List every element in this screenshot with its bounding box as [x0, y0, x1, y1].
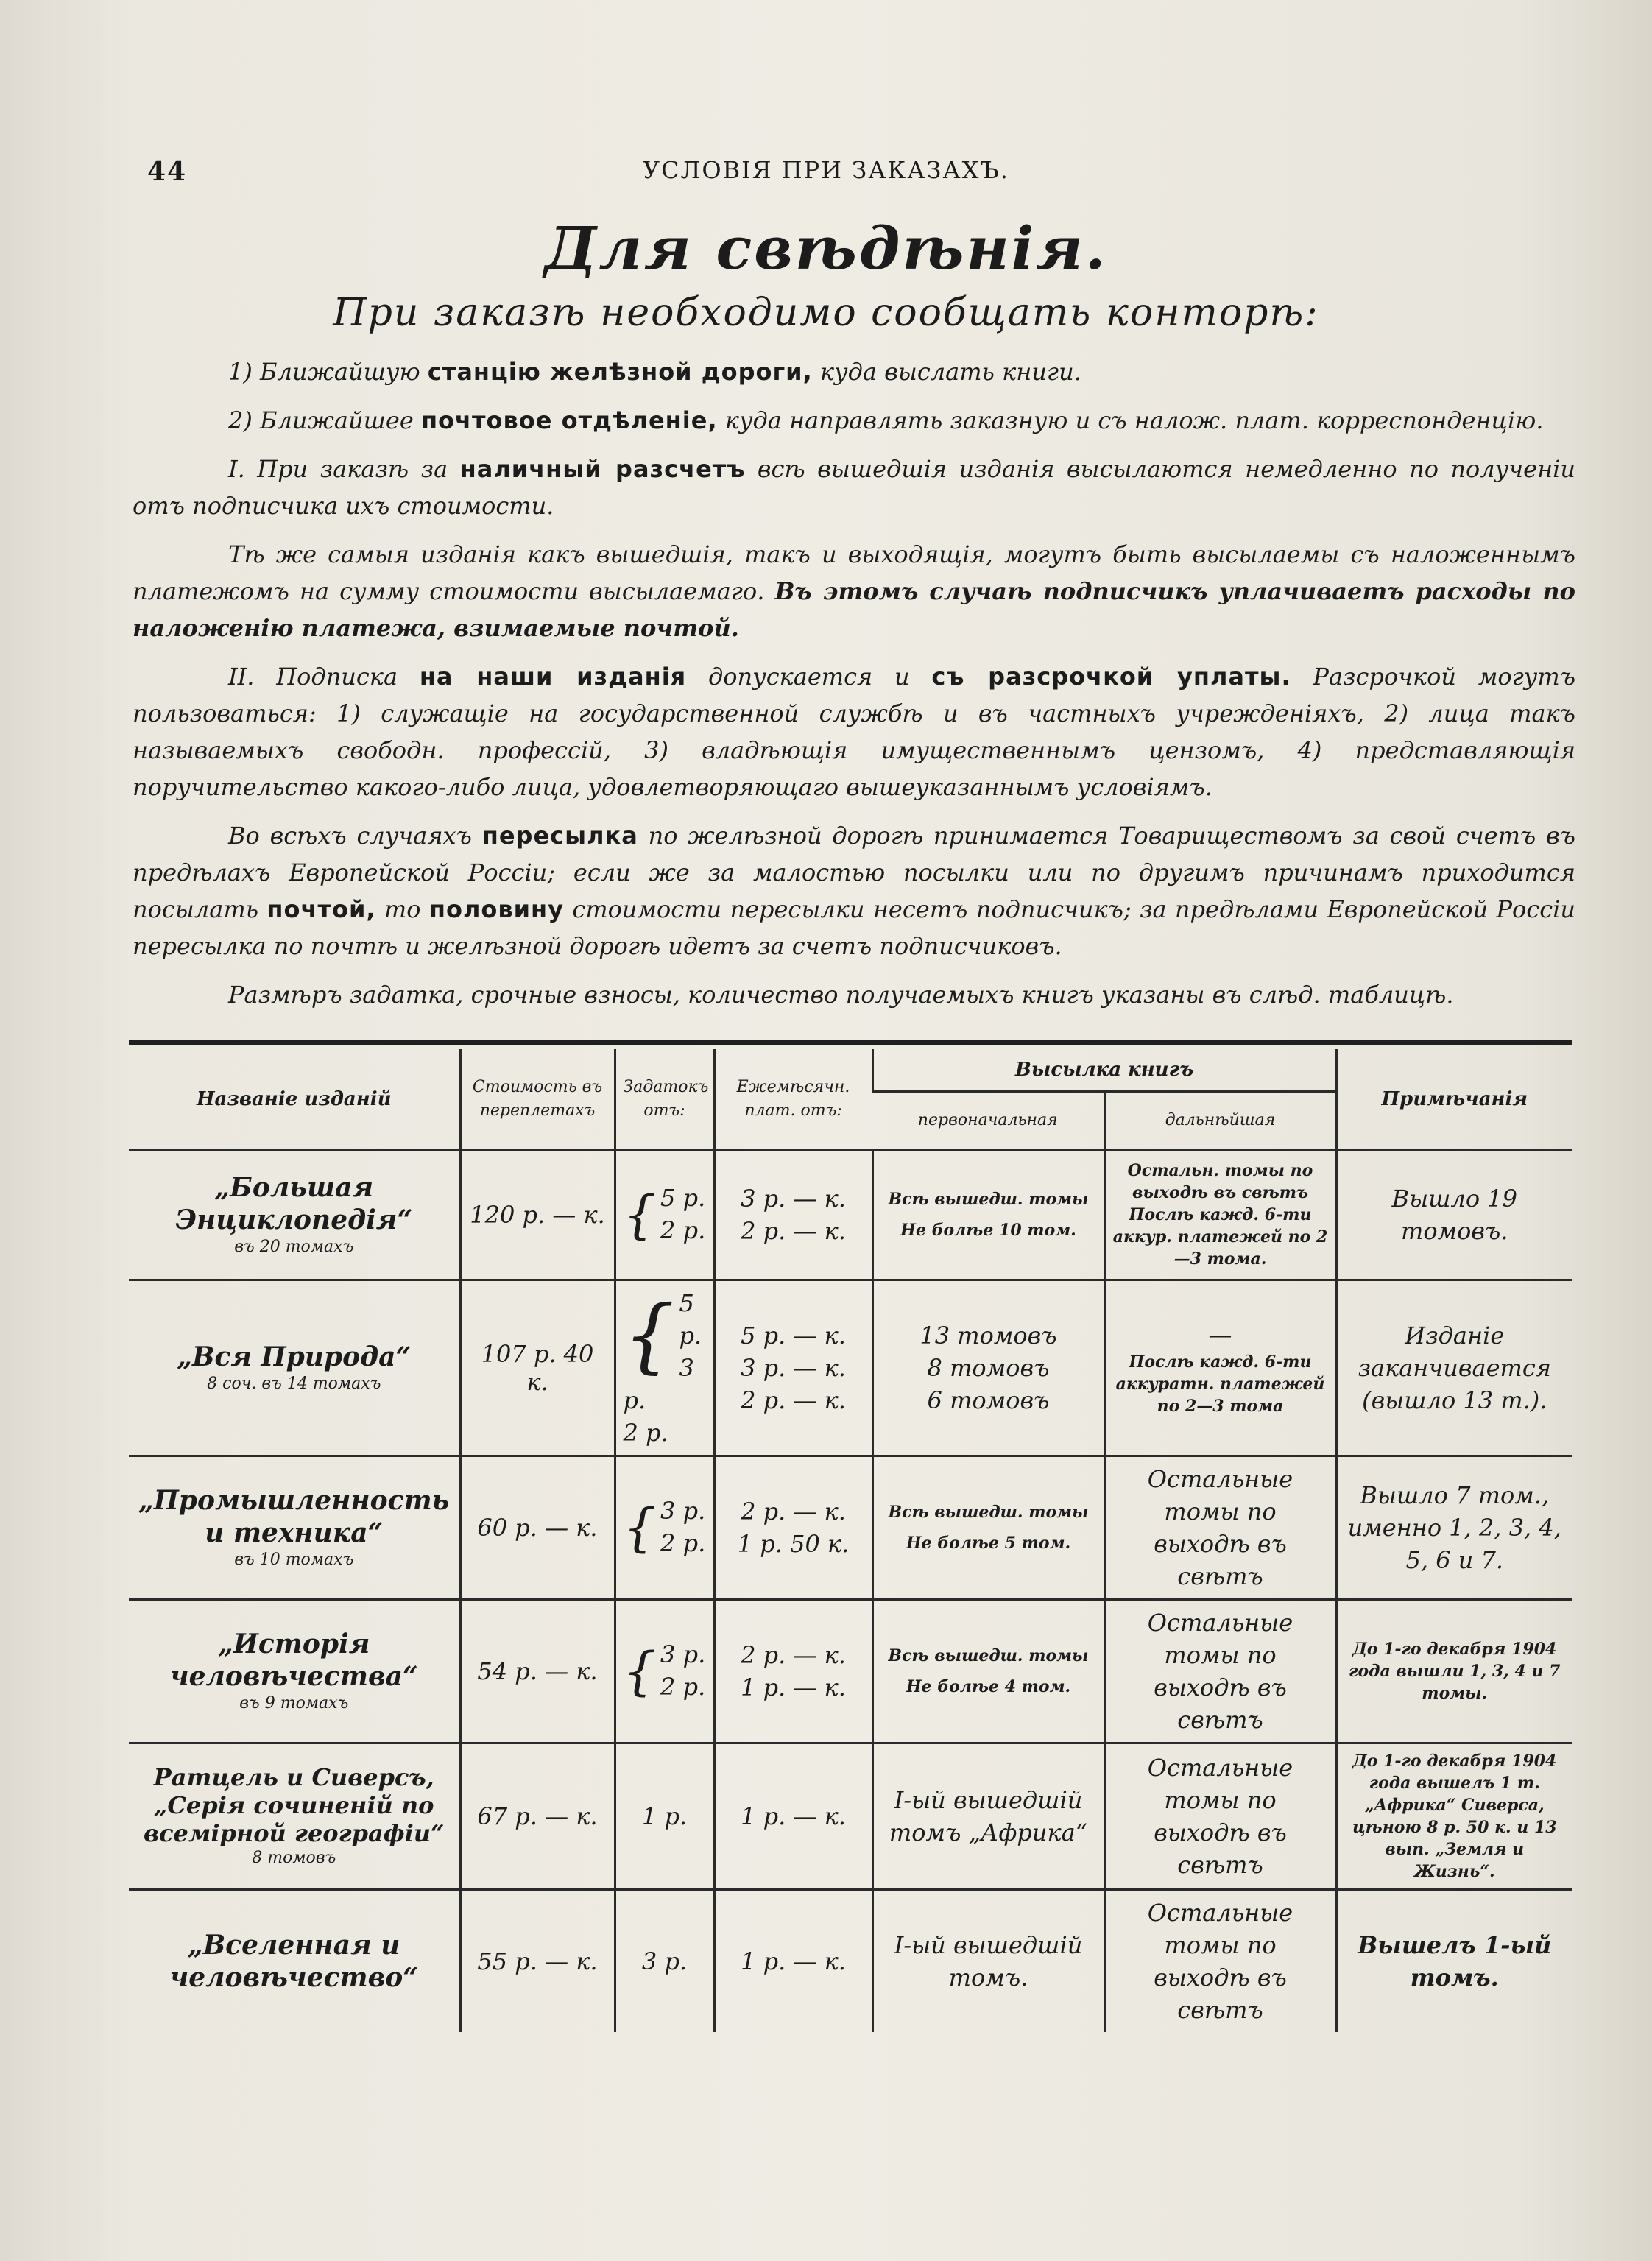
monthly-value: 5 р. — к.: [741, 1322, 846, 1350]
initial-value: 6 томовъ: [927, 1386, 1050, 1414]
deposit-value: 2 р.: [623, 1419, 668, 1447]
deposit-cell: [615, 1150, 714, 1280]
further-value: Остальн. томы по выходѣ въ свѣтъ: [1127, 1161, 1313, 1202]
cost-cell: 55 р. — к.: [460, 1890, 615, 2033]
monthly-cell: [714, 1456, 872, 1600]
header-initial: первоначальная: [872, 1092, 1104, 1150]
initial-cell: [872, 1150, 1104, 1280]
bold-span: станцію желѣзной дороги,: [427, 358, 813, 386]
notes-cell: Вышло 19 томовъ.: [1336, 1150, 1572, 1280]
edition-subnote: 8 соч. въ 14 томахъ: [207, 1375, 381, 1393]
text-span: II. Подписка: [228, 663, 420, 691]
text-span: Размѣръ задатка, срочные взносы, количество получаемыхъ книгъ указаны въ слѣд. таблицѣ.: [228, 981, 1454, 1009]
notes-cell: До 1-го декабря 1904 года вышли 1, 3, 4 и 7 томы.: [1336, 1600, 1572, 1743]
monthly-cell: 1 р. — к.: [714, 1743, 872, 1890]
brace-glyph: {: [623, 1498, 657, 1558]
edition-subnote: въ 9 томахъ: [239, 1694, 349, 1712]
header-shipping: Высылка книгъ: [872, 1049, 1336, 1092]
paragraph-4: [133, 536, 1575, 646]
deposit-cell: 1 р.: [615, 1743, 714, 1890]
brace-glyph: {: [623, 1288, 675, 1382]
further-cell: [1104, 1150, 1336, 1280]
deposit-value: 3 р.: [623, 1354, 694, 1414]
initial-cell: [872, 1280, 1104, 1456]
text-span: I. При заказѣ за: [228, 455, 460, 483]
deposit-cell: 3 р.: [615, 1890, 714, 2033]
deposit-value: 3 р.: [660, 1640, 706, 1668]
cost-cell: 67 р. — к.: [460, 1743, 615, 1890]
monthly-value: 1 р. — к.: [741, 1673, 846, 1701]
header-monthly: Ежемѣсячн. плат. отъ:: [714, 1049, 872, 1150]
notes-cell: Вышло 7 том., именно 1, 2, 3, 4, 5, 6 и 7.: [1336, 1456, 1572, 1600]
text-span: всѣ вышедшія изданія высылаются немедленно по полученіи отъ подписчика ихъ стоимости.: [133, 455, 1576, 520]
monthly-cell: [714, 1600, 872, 1743]
deposit-value: 2 р.: [660, 1216, 706, 1244]
text-span: Тѣ же самыя изданія какъ вышедшія, такъ и выходящія, могутъ быть высылаемы съ наложеннымъ платежомъ на сумму стоимости высылаемаго.: [133, 540, 1575, 605]
monthly-cell: 1 р. — к.: [714, 1890, 872, 2033]
monthly-cell: [714, 1280, 872, 1456]
deposit-cell: [615, 1456, 714, 1600]
table-row: [129, 1150, 1572, 1280]
body-text: [133, 353, 1575, 1025]
further-cell: Остальные томы по выходѣ въ свѣтъ: [1104, 1600, 1336, 1743]
bold-span: пересылка: [481, 822, 638, 850]
cost-cell: 60 р. — к.: [460, 1456, 615, 1600]
bold-span: наличный разсчетъ: [459, 455, 746, 483]
text-span: Въ этомъ случаѣ подписчикъ уплачиваетъ расходы по наложенію платежа, взимаемые почтой.: [133, 577, 1576, 642]
header-cost: Стоимость въ переплетахъ: [460, 1049, 615, 1150]
text-span: куда выслать книги.: [812, 358, 1081, 386]
deposit-value: 5 р.: [660, 1184, 706, 1212]
paragraph-5: [133, 658, 1575, 805]
edition-title-text: Ратцель и Сиверсъ, „Серія сочиненій по всемірной географіи“: [144, 1763, 445, 1847]
initial-value: Всѣ вышедш. томы: [888, 1503, 1089, 1522]
text-span: допускается и: [686, 663, 932, 691]
further-value: —: [1208, 1321, 1232, 1349]
initial-cell: [872, 1456, 1104, 1600]
further-cell: Остальные томы по выходѣ въ свѣтъ: [1104, 1456, 1336, 1600]
monthly-cell: [714, 1150, 872, 1280]
edition-title: [129, 1456, 460, 1600]
text-span: 1) Ближайшую: [228, 358, 428, 386]
edition-title: [129, 1150, 460, 1280]
header-deposit: Задатокъ отъ:: [615, 1049, 714, 1150]
monthly-value: 3 р. — к.: [741, 1185, 846, 1213]
orders-table: [129, 1049, 1572, 2032]
initial-value: Всѣ вышедш. томы: [888, 1646, 1089, 1665]
initial-value: Не болѣе 4 том.: [906, 1677, 1071, 1696]
text-span: то: [375, 895, 429, 923]
cost-cell: 54 р. — к.: [460, 1600, 615, 1743]
paragraph-1: [133, 353, 1575, 390]
monthly-value: 1 р. 50 к.: [737, 1530, 850, 1558]
subtitle: При заказѣ необходимо сообщать конторѣ:: [333, 291, 1319, 335]
text-span: Разсрочкой могутъ пользоваться: 1) служащіе на государственной службѣ и въ частныхъ учрежденіяхъ, 2) лица такъ называемыхъ свободн. профессій, 3) владѣющія имущественнымъ цензомъ, 4) представляющія поручительство какого-либо лица, удовлетворяющаго вышеуказаннымъ условіямъ.: [133, 663, 1576, 801]
cost-cell: 120 р. — к.: [460, 1150, 615, 1280]
bold-span: на наши изданія: [419, 663, 687, 691]
paragraph-3: [133, 451, 1575, 524]
text-span: куда направлять заказную и съ налож. плат. корреспонденцію.: [717, 406, 1544, 434]
notes-cell: До 1-го декабря 1904 года вышелъ 1 т. „Африка“ Сиверса, цѣною 8 р. 50 к. и 13 вып. „Земля и Жизнь“.: [1336, 1743, 1572, 1890]
further-value: Послѣ кажд. 6-ти аккур. платежей по 2—3 тома.: [1112, 1205, 1328, 1269]
monthly-value: 2 р. — к.: [741, 1386, 846, 1414]
further-cell: Остальные томы по выходѣ въ свѣтъ: [1104, 1743, 1336, 1890]
monthly-value: 2 р. — к.: [741, 1217, 846, 1245]
edition-title: [129, 1890, 460, 2033]
table-row: [129, 1280, 1572, 1456]
text-span: 2) Ближайшее: [228, 406, 421, 434]
running-head: [147, 156, 1505, 193]
bold-span: половину: [428, 895, 564, 923]
text-span: по желѣзной дорогѣ принимается Товариществомъ за свой счетъ въ предѣлахъ Европейской Россіи; если же за малостью посылки или по другимъ причинамъ приходится посылать: [133, 822, 1576, 923]
notes-cell: Вышелъ 1-ый томъ.: [1336, 1890, 1572, 2033]
bold-span: съ разсрочкой уплаты.: [931, 663, 1291, 691]
bold-span: почтой,: [266, 895, 376, 923]
initial-value: 13 томовъ: [919, 1322, 1057, 1350]
paragraph-2: [133, 402, 1575, 439]
notes-cell: Изданіе заканчивается (вышло 13 т.).: [1336, 1280, 1572, 1456]
further-cell: Остальные томы по выходѣ въ свѣтъ: [1104, 1890, 1336, 2033]
initial-cell: I-ый вышедшій томъ.: [872, 1890, 1104, 2033]
text-span: Во всѣхъ случаяхъ: [228, 822, 482, 850]
edition-title-text: „Вселенная и человѣчество“: [169, 1930, 418, 1993]
initial-value: Не болѣе 10 том.: [900, 1221, 1076, 1240]
initial-value: Не болѣе 5 том.: [906, 1534, 1071, 1553]
monthly-value: 2 р. — к.: [741, 1641, 846, 1669]
table-row: [129, 1743, 1572, 1890]
edition-title: [129, 1600, 460, 1743]
edition-subnote: въ 20 томахъ: [234, 1238, 354, 1256]
running-title: УСЛОВІЯ ПРИ ЗАКАЗАХЪ.: [643, 156, 1009, 184]
text-span: стоимости пересылки несетъ подписчикъ; за предѣлами Европейской Россіи пересылка по почтѣ и желѣзной дорогѣ идетъ за счетъ подписчиковъ.: [133, 895, 1576, 960]
bold-span: почтовое отдѣленіе,: [420, 406, 718, 434]
edition-subnote: 8 томовъ: [252, 1849, 336, 1867]
further-cell: [1104, 1280, 1336, 1456]
table-top-rule: [129, 1040, 1572, 1045]
further-value: Послѣ кажд. 6-ти аккуратн. платежей по 2—3 тома: [1115, 1352, 1325, 1416]
initial-cell: [872, 1600, 1104, 1743]
main-title: Для свѣдѣнія.: [544, 214, 1108, 283]
brace-glyph: {: [623, 1185, 657, 1245]
deposit-cell: [615, 1600, 714, 1743]
header-name: Названіе изданій: [129, 1049, 460, 1150]
deposit-value: 2 р.: [660, 1673, 706, 1701]
header-further: дальнѣйшая: [1104, 1092, 1336, 1150]
initial-value: Всѣ вышедш. томы: [888, 1190, 1089, 1209]
edition-title-text: „Вся Природа“: [177, 1341, 412, 1372]
edition-subnote: въ 10 томахъ: [234, 1551, 354, 1569]
monthly-value: 2 р. — к.: [741, 1498, 846, 1525]
edition-title-text: „Промышленность и техника“: [138, 1485, 450, 1548]
brace-glyph: {: [623, 1641, 657, 1701]
initial-cell: I-ый вышедшій томъ „Африка“: [872, 1743, 1104, 1890]
table-row: [129, 1456, 1572, 1600]
paragraph-6: [133, 817, 1575, 964]
header-notes: Примѣчанія: [1336, 1049, 1572, 1150]
table-row: [129, 1890, 1572, 2033]
deposit-value: 2 р.: [660, 1529, 706, 1557]
page-number: 44: [147, 156, 188, 187]
table-row: [129, 1600, 1572, 1743]
deposit-value: 5 р.: [679, 1289, 702, 1350]
edition-title-text: „Большая Энциклопедія“: [175, 1172, 413, 1235]
edition-title: [129, 1280, 460, 1456]
edition-title-text: „Исторія человѣчества“: [169, 1629, 418, 1692]
cost-cell: 107 р. 40 к.: [460, 1280, 615, 1456]
deposit-value: 3 р.: [660, 1497, 706, 1525]
deposit-cell: [615, 1280, 714, 1456]
paragraph-7: [133, 976, 1575, 1013]
edition-title: [129, 1743, 460, 1890]
monthly-value: 3 р. — к.: [741, 1354, 846, 1382]
initial-value: 8 томовъ: [927, 1354, 1050, 1382]
